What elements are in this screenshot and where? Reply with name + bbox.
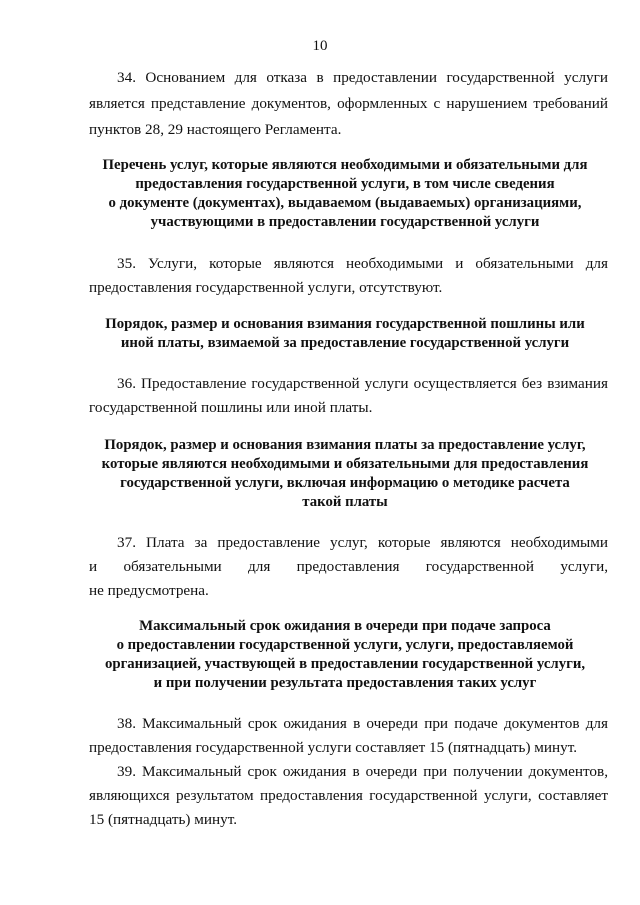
heading-related-services-line-4: участвующими в предоставлении государственной услуги [150, 214, 540, 230]
paragraph-35-line-2: предоставления государственной услуги, отсутствуют. [89, 279, 443, 296]
page-number: 10 [312, 38, 328, 54]
heading-queue-time-line-4: и при получении результата предоставления таких услуг [153, 675, 537, 691]
paragraph-37-line-3: не предусмотрена. [89, 582, 209, 599]
paragraph-34-line-3: пунктов 28, 29 настоящего Регламента. [89, 121, 342, 138]
paragraph-36-line-2: государственной пошлины или иной платы. [89, 399, 373, 416]
heading-state-duty-line-1: Порядок, размер и основания взимания государственной пошлины или [105, 316, 585, 332]
heading-fee-line-3: государственной услуги, включая информацию о методике расчета [120, 475, 570, 491]
heading-related-services-line-1: Перечень услуг, которые являются необходимыми и обязательными для [102, 157, 588, 173]
paragraph-38-line-1: 38. Максимальный срок ожидания в очереди при подаче документов для [117, 715, 608, 732]
paragraph-39-line-1: 39. Максимальный срок ожидания в очереди при получении документов, [117, 763, 608, 780]
paragraph-37-line-2: и обязательными для предоставления государственной услуги, [89, 558, 608, 575]
heading-queue-time-line-1: Максимальный срок ожидания в очереди при подаче запроса [139, 618, 551, 634]
paragraph-37-line-1: 37. Плата за предоставление услуг, которые являются необходимыми [117, 534, 608, 551]
heading-state-duty-line-2: иной платы, взимаемой за предоставление государственной услуги [120, 335, 570, 351]
heading-related-services-line-2: предоставления государственной услуги, в том числе сведения [135, 176, 555, 192]
paragraph-36-line-1: 36. Предоставление государственной услуги осуществляется без взимания [117, 375, 608, 392]
paragraph-39-line-3: 15 (пятнадцать) минут. [89, 811, 238, 828]
heading-fee-line-4: такой платы [302, 494, 388, 510]
paragraph-38-line-2: предоставления государственной услуги составляет 15 (пятнадцать) минут. [89, 739, 578, 756]
heading-fee-line-1: Порядок, размер и основания взимания платы за предоставление услуг, [104, 437, 586, 453]
heading-related-services-line-3: о документе (документах), выдаваемом (выдаваемых) организациями, [108, 195, 582, 211]
paragraph-39-line-2: являющихся результатом предоставления государственной услуги, составляет [89, 787, 608, 804]
heading-queue-time-line-3: организацией, участвующей в предоставлении государственной услуги, [104, 656, 586, 672]
paragraph-34-line-1: 34. Основанием для отказа в предоставлении государственной услуги [117, 69, 608, 86]
heading-fee-line-2: которые являются необходимыми и обязательными для предоставления [101, 456, 589, 472]
paragraph-34-line-2: является представление документов, оформленных с нарушением требований [89, 95, 608, 112]
paragraph-35-line-1: 35. Услуги, которые являются необходимыми и обязательными для [117, 255, 608, 272]
heading-queue-time-line-2: о предоставлении государственной услуги, услуги, предоставляемой [116, 637, 574, 653]
